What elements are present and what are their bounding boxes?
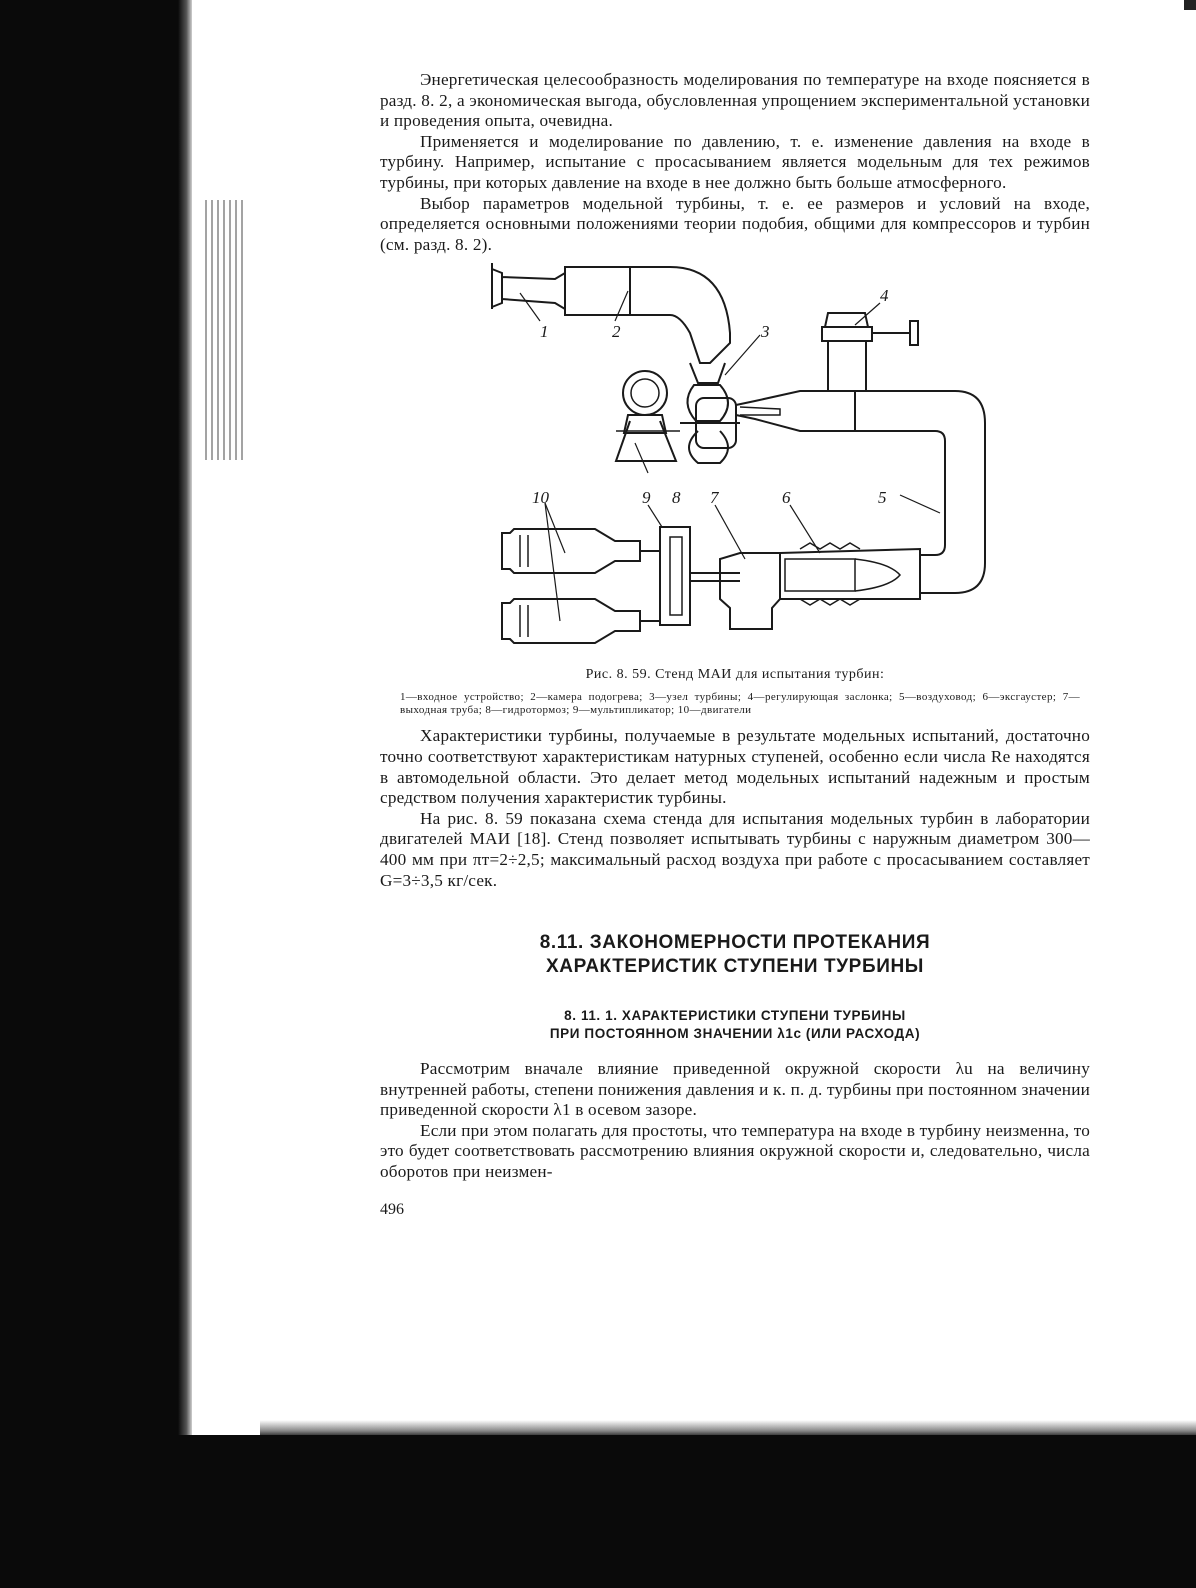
paragraph: Выбор параметров модельной турбины, т. е. ее размеров и условий на входе, определяется основными положениями теории подобия, общими для компрессоров и турбин (см. разд. 8. 2).: [380, 193, 1090, 254]
scan-artifact-corner: [1184, 0, 1196, 10]
fig-label-9: 9: [642, 488, 651, 508]
paragraph: Если при этом полагать для простоты, что температура на входе в турбину неизменна, то это будет соответствовать рассмотрению влияния окружной скорости и, следовательно, числа оборотов при неизмен-: [380, 1120, 1090, 1182]
scan-artifact: [205, 200, 245, 460]
fig-label-8: 8: [672, 488, 681, 508]
subsection-heading: [380, 1007, 1090, 1043]
figure-test-stand: [380, 263, 1090, 663]
inlet-device: [492, 263, 565, 309]
scan-shadow-edge: [178, 0, 192, 1588]
scan-shadow-bottom: [0, 1435, 1196, 1588]
document-page: [380, 70, 1090, 1219]
page-number: 496: [380, 1200, 404, 1218]
exit-pipe: [720, 553, 780, 629]
turbine-unit: [687, 385, 728, 421]
multiplier: [660, 527, 690, 625]
figure-caption: Рис. 8. 59. Стенд МАИ для испытания турбин:: [585, 667, 885, 683]
fig-label-2: 2: [612, 322, 621, 342]
section-heading: [380, 931, 1090, 979]
engines: [502, 529, 660, 643]
subsection-heading-line: 8. 11. 1. ХАРАКТЕРИСТИКИ СТУПЕНИ ТУРБИНЫ: [564, 1008, 906, 1024]
paragraph: На рис. 8. 59 показана схема стенда для испытания модельных турбин в лаборатории двигателей МАИ [18]. Стенд позволяет испытывать турбины с наружным диаметром 300—400 мм при πт=2÷2,5; максимальный расход воздуха при работе с просасыванием составляет G=3÷3,5 кг/сек.: [380, 808, 1090, 890]
diagram-test-stand: [380, 263, 1090, 663]
paragraph: Применяется и моделирование по давлению, т. е. изменение давления на входе в турбину. Например, испытание с просасыванием является модельным для тех режимов турбины, при которых давление на входе в нее должно быть больше атмосферного.: [380, 131, 1090, 192]
fig-label-1: 1: [540, 322, 549, 342]
scan-shadow-left: [0, 0, 190, 1588]
fig-label-4: 4: [880, 286, 889, 306]
heating-chamber: [565, 267, 730, 363]
fig-label-6: 6: [782, 488, 791, 508]
hydro-brake: [616, 371, 680, 461]
fig-label-7: 7: [710, 488, 719, 508]
fig-label-3: 3: [761, 322, 770, 342]
section-heading-line: 8.11. ЗАКОНОМЕРНОСТИ ПРОТЕКАНИЯ: [539, 932, 931, 954]
paragraph: Рассмотрим вначале влияние приведенной окружной скорости λu на величину внутренней работы, степени понижения давления и к. п. д. турбины при постоянном значении приведенной скорости λ1 в осевом зазоре.: [380, 1059, 1090, 1120]
section-heading-line: ХАРАКТЕРИСТИК СТУПЕНИ ТУРБИНЫ: [546, 956, 924, 978]
diffuser: [736, 391, 855, 431]
paragraph: Характеристики турбины, получаемые в результате модельных испытаний, достаточно точно соответствуют характеристикам натурных ступеней, особенно если числа Re находятся в автомодельной области. Это делает метод модельных испытаний надежным и простым средством получения характеристик турбины.: [380, 726, 1090, 808]
figure-legend: 1—входное устройство; 2—камера подогрева; 3—узел турбины; 4—регулирующая заслонка; 5—воздуховод; 6—эксгаустер; 7—выходная труба; 8—гидротормоз; 9—мультипликатор; 10—двигатели: [400, 691, 1080, 716]
fig-label-5: 5: [878, 488, 887, 508]
fig-label-10: 10: [532, 488, 549, 508]
turbine-inlet-duct: [690, 363, 725, 383]
paragraph: Энергетическая целесообразность моделирования по температуре на входе поясняется в разд. 8. 2, а экономическая выгода, обусловленная упрощением экспериментальной установки и проведения опыта, очевидна.: [380, 70, 1090, 131]
subsection-heading-line: ПРИ ПОСТОЯННОМ ЗНАЧЕНИИ λ1c (ИЛИ РАСХОДА): [549, 1026, 921, 1042]
